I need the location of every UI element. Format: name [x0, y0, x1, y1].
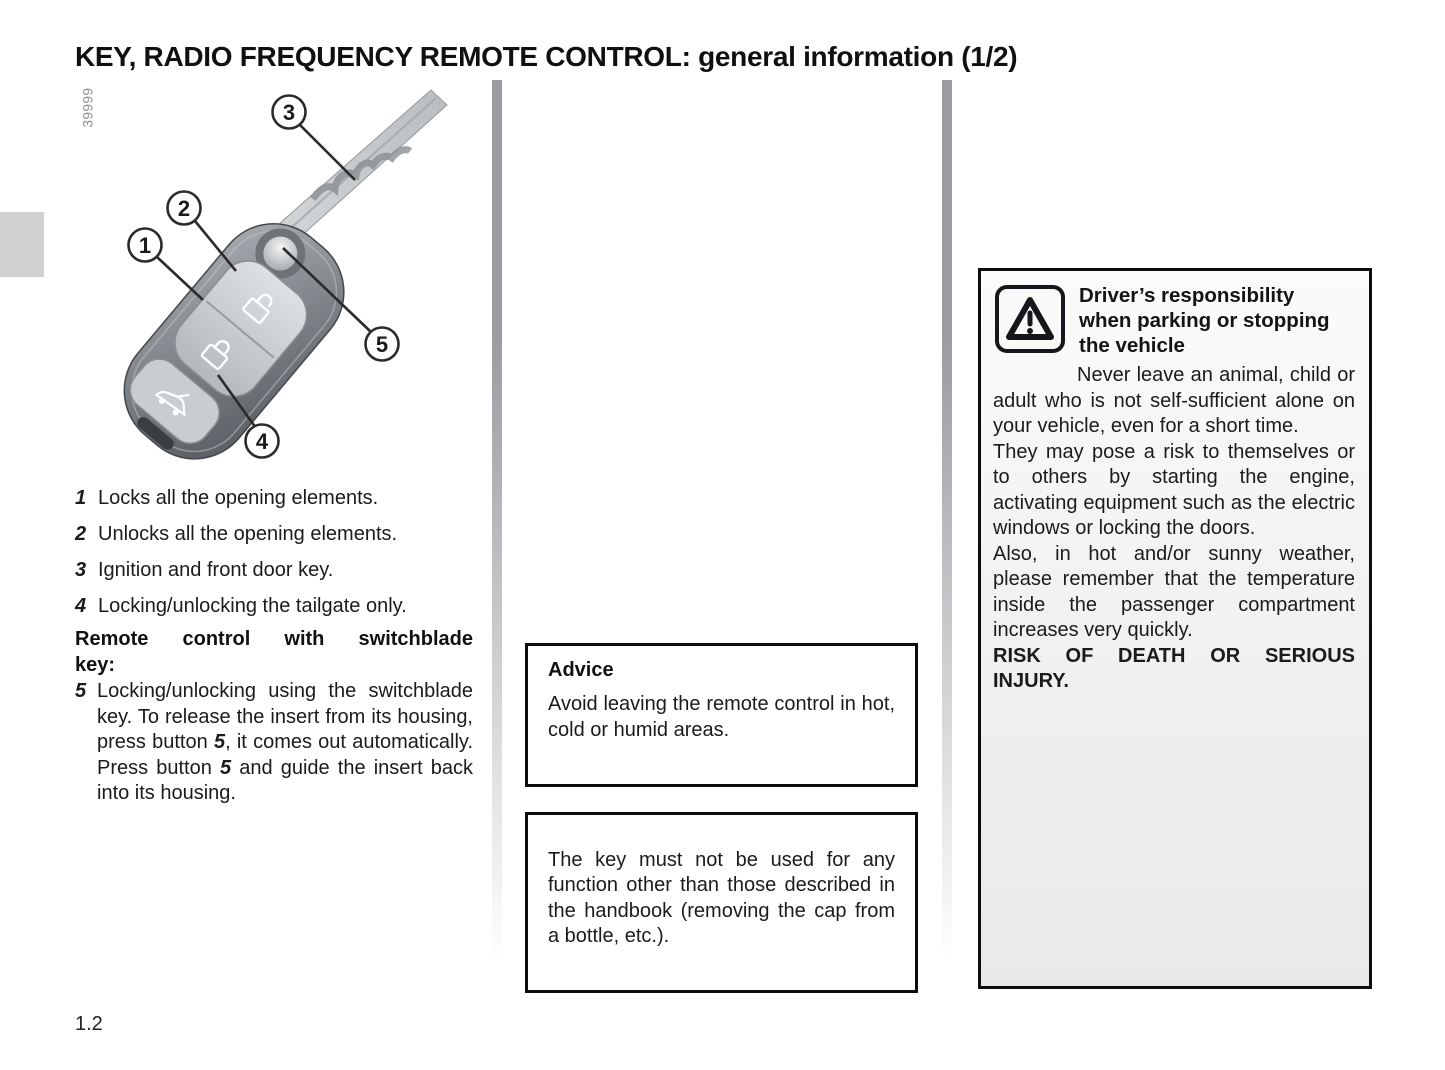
warning-triangle-icon: [995, 285, 1065, 353]
item-text: Locking/unlocking the tailgate only.: [98, 595, 407, 617]
item-text: Locking/unlocking using the switchblade key. To release the insert from its housing, press button 5, it comes out automatically. Press button 5 and guide the insert back into its housing.: [97, 680, 473, 804]
page-number: 1.2: [75, 1013, 103, 1035]
key-diagram-svg: [75, 85, 470, 475]
warning-paragraph: They may pose a risk to themselves or to others by starting the engine, activating equipment such as the electric windows or locking the doors.: [993, 440, 1355, 539]
warning-title: Driver’s responsibility when parking or stopping the vehicle: [1079, 284, 1330, 357]
warning-paragraph: Also, in hot and/or sunny weather, please remember that the temperature inside the passenger compartment increases very quickly.: [993, 542, 1355, 641]
item-number: 2: [75, 523, 87, 545]
advice-title: Advice: [548, 659, 614, 681]
list-item: [75, 588, 475, 624]
callout-4: 4: [255, 429, 269, 454]
column-divider-right: [942, 80, 952, 998]
item-text: Unlocks all the opening elements.: [98, 523, 398, 545]
note-text: The key must not be used for any function other than those described in the handbook (removing the cap from a bottle, etc.).: [548, 848, 895, 947]
item-number: 1: [75, 487, 87, 509]
callout-3: 3: [282, 100, 296, 125]
page-title: KEY, RADIO FREQUENCY REMOTE CONTROL: general information (1/2): [75, 40, 1018, 72]
list-item: [75, 552, 475, 588]
switchblade-item-5: [75, 679, 473, 807]
warning-header: [993, 283, 1355, 363]
warning-risk-statement: RISK OF DEATH OR SERIOUS INJURY.: [993, 644, 1355, 692]
advice-box: [525, 643, 918, 787]
item-number: 4: [75, 595, 87, 617]
list-item: [75, 480, 475, 516]
key-illustration: [75, 85, 470, 475]
item-text: Ignition and front door key.: [98, 559, 334, 581]
key-usage-note-box: [525, 812, 918, 993]
callout-1: 1: [138, 233, 152, 258]
item-text: Locks all the opening elements.: [98, 487, 379, 509]
warning-paragraph: Never leave an animal, child or adult who is not self-sufficient alone on your vehicle, even for a short time.: [993, 364, 1355, 437]
advice-text: Avoid leaving the remote control in hot, cold or humid areas.: [548, 693, 895, 741]
driver-responsibility-warning-box: [978, 268, 1372, 989]
callout-2: 2: [177, 196, 191, 221]
column-divider-left: [492, 80, 502, 998]
section-edge-tab: [0, 212, 44, 277]
figure-reference-number: 39999: [80, 87, 96, 128]
switchblade-subheading: Remote control with switchblade key:: [75, 628, 473, 676]
list-item: [75, 516, 475, 552]
item-number: 3: [75, 559, 87, 581]
callout-description-list: [75, 480, 475, 624]
callout-5: 5: [375, 332, 389, 357]
item-number: 5: [75, 680, 87, 702]
